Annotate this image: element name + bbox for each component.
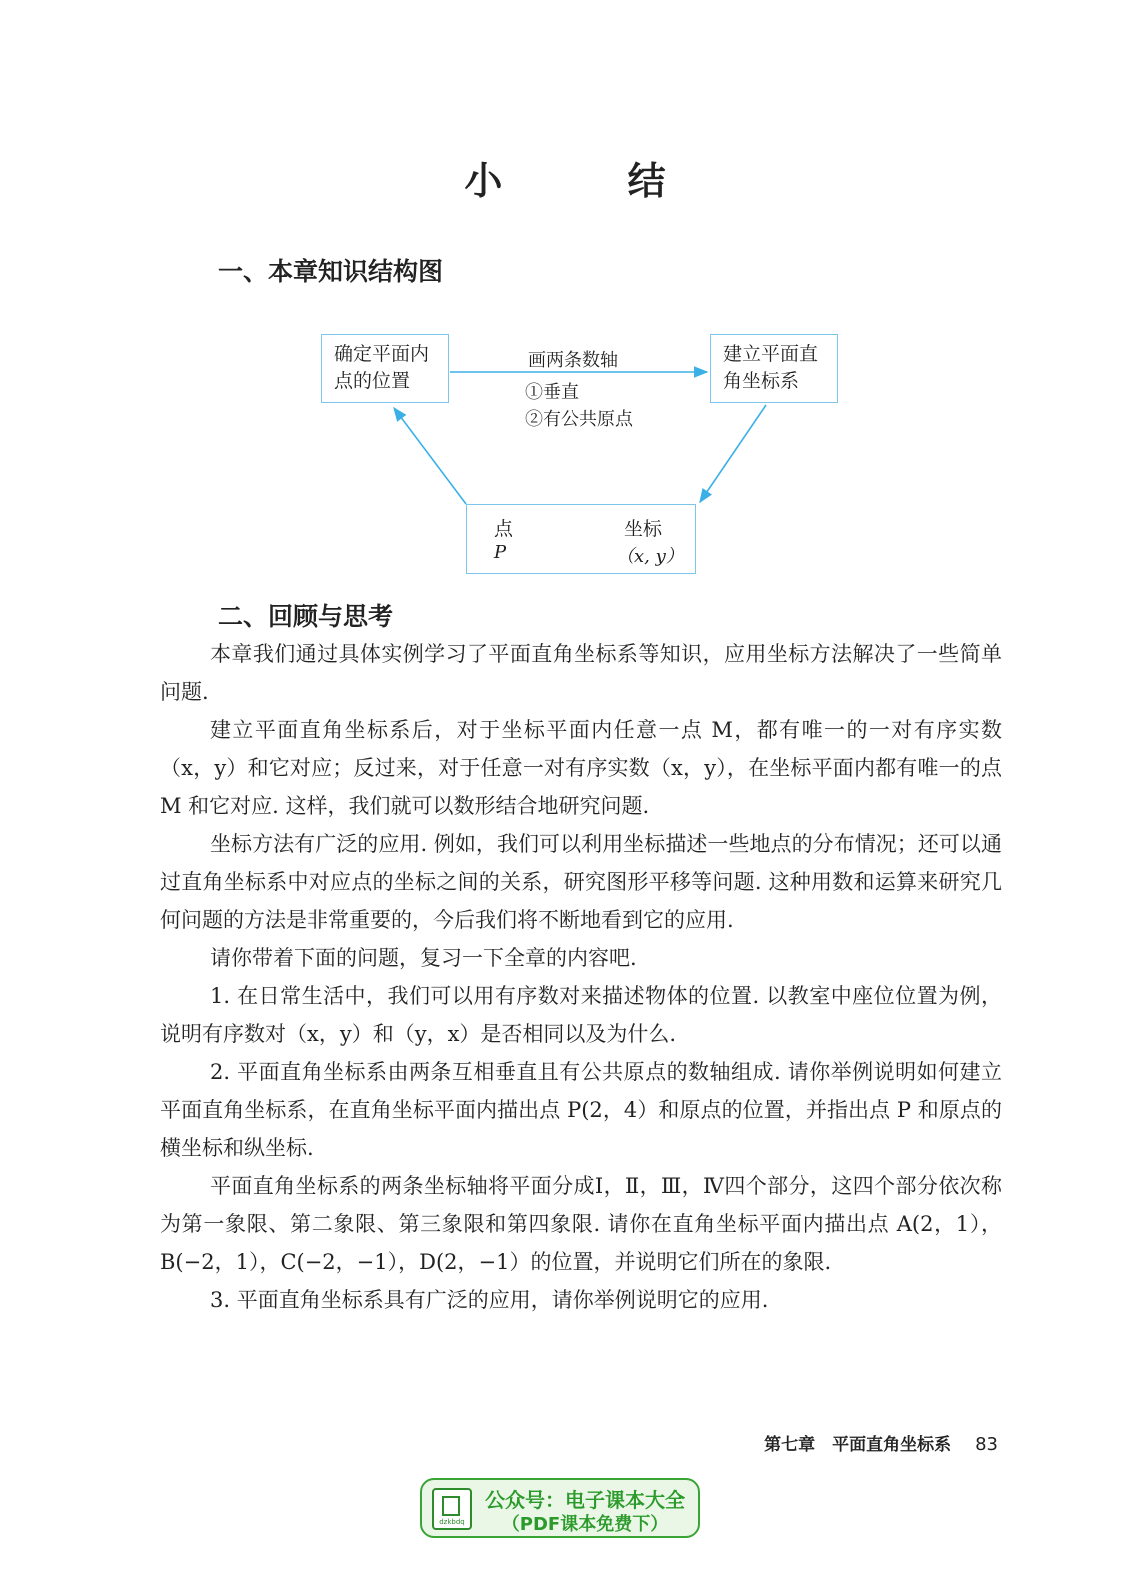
question-1: 1. 在日常生活中，我们可以用有序数对来描述物体的位置. 以教室中座位位置为例，说明有序数对（x，y）和（y，x）是否相同以及为什么. bbox=[160, 984, 1002, 1046]
watermark-line-2: （PDF课本免费下） bbox=[501, 1514, 669, 1535]
paragraph: 坐标方法有广泛的应用. 例如，我们可以利用坐标描述一些地点的分布情况；还可以通过直角坐标系中对应点的坐标之间的关系，研究图形平移等问题. 这种用数和运算来研究几何问题的方法是非常重要的，今后我们将不断地看到它的应用. bbox=[160, 832, 1002, 932]
section-heading-review: 二、回顾与思考 bbox=[218, 602, 394, 631]
paragraph: 本章我们通过具体实例学习了平面直角坐标系等知识，应用坐标方法解决了一些简单问题. bbox=[160, 642, 1002, 704]
watermark-badge bbox=[420, 1478, 700, 1538]
arrow-to-point-position bbox=[394, 408, 466, 504]
coordinate-label: 坐标 bbox=[624, 518, 663, 540]
box-line: 点的位置 bbox=[334, 370, 411, 392]
question-3: 3. 平面直角坐标系具有广泛的应用，请你举例说明它的应用. bbox=[210, 1288, 769, 1312]
box-line: 建立平面直 bbox=[723, 343, 819, 365]
box-line: 确定平面内 bbox=[334, 343, 430, 365]
paragraph: 平面直角坐标系的两条坐标轴将平面分成Ⅰ，Ⅱ，Ⅲ，Ⅳ四个部分，这四个部分依次称为第一象限、第二象限、第三象限和第四象限. 请你在直角坐标平面内描出点 A(2，1），B(−2，1），C(−2，−1），D(2，−1）的位置，并说明它们所在的象限. bbox=[160, 1174, 1002, 1274]
paragraph: 请你带着下面的问题，复习一下全章的内容吧. bbox=[210, 946, 637, 970]
icon-caption: dzkbdq bbox=[439, 1518, 465, 1526]
condition-common-origin: ②有公共原点 bbox=[525, 409, 633, 430]
review-body bbox=[160, 635, 1002, 1319]
point-label: 点 bbox=[494, 518, 514, 540]
coordinate-symbol: （x, y） bbox=[616, 546, 684, 567]
arrow-to-point-coordinate-box bbox=[700, 405, 766, 502]
box-establish-coordinate-system bbox=[710, 334, 838, 403]
section-heading-structure-diagram: 一、本章知识结构图 bbox=[218, 257, 444, 286]
paragraph: 建立平面直角坐标系后，对于坐标平面内任意一点 M，都有唯一的一对有序实数（x，y）和它对应；反过来，对于任意一对有序实数（x，y），在坐标平面内都有唯一的点 M 和它对应. 这样，我们就可以数形结合地研究问题. bbox=[160, 718, 1002, 818]
watermark-line-1: 公众号：电子课本大全 bbox=[485, 1488, 685, 1512]
book-icon bbox=[432, 1488, 472, 1530]
question-2: 2. 平面直角坐标系由两条互相垂直且有公共原点的数轴组成. 请你举例说明如何建立平面直角坐标系，在直角坐标平面内描出点 P(2，4）和原点的位置，并指出点 P 和原点的横坐标和纵坐标. bbox=[160, 1060, 1002, 1160]
arrow-label-draw-axes: 画两条数轴 bbox=[528, 350, 618, 371]
point-symbol: P bbox=[494, 542, 507, 563]
page-footer bbox=[764, 1430, 998, 1455]
chapter-title: 第七章 平面直角坐标系 bbox=[764, 1435, 952, 1455]
page-number: 83 bbox=[975, 1434, 998, 1455]
condition-perpendicular: ①垂直 bbox=[525, 382, 579, 403]
box-line: 角坐标系 bbox=[723, 370, 800, 392]
page-title: 小 结 bbox=[464, 159, 722, 203]
box-determine-point-position bbox=[321, 334, 449, 403]
